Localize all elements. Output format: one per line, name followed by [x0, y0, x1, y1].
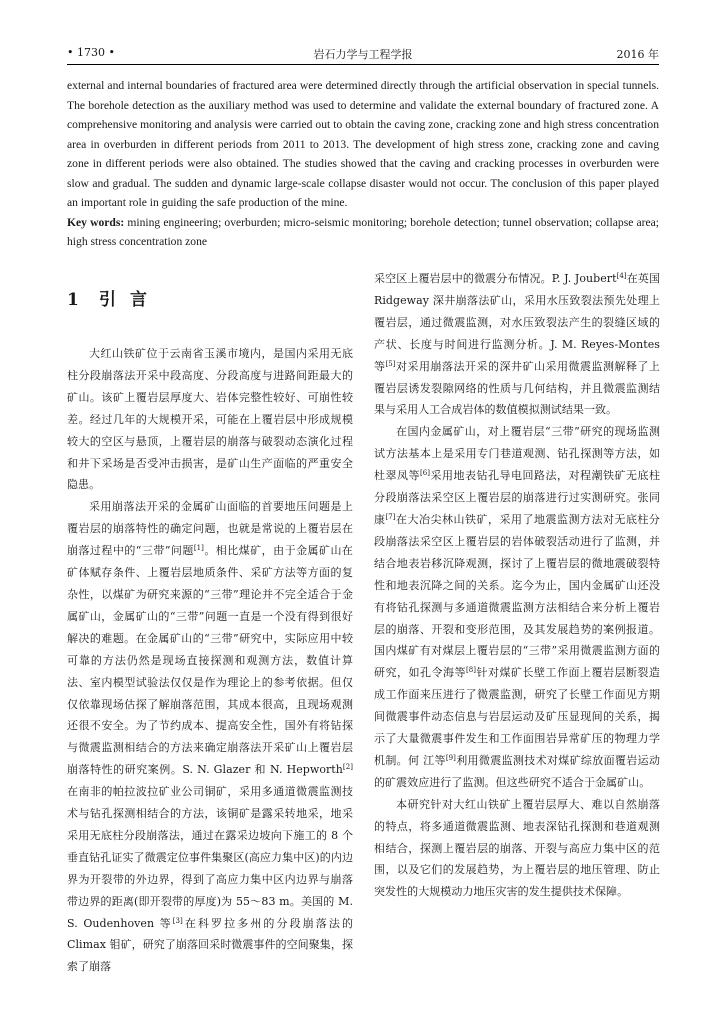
- section-heading: [67, 288, 353, 312]
- left-column: [67, 268, 353, 978]
- text-run: 采空区上覆岩层中的微震分布情况。P. J. Joubert: [374, 272, 617, 285]
- paragraph: [374, 268, 660, 421]
- page-number: • 1730 •: [67, 46, 115, 59]
- running-header: [67, 46, 659, 64]
- text-run: 在南非的帕拉波拉矿业公司铜矿，采用多通道微震监测技术与钻孔探测相结合的方法，该铜矿是露采转地采，地采采用无底柱分段崩落法，通过在露采边坡向下施工的 8 个垂直钻孔证实了微震定位事件集聚区(高应力集中区)的内边界为开裂带的外边界，得到了高应力集中区内边界与崩落带边界的距离(即开裂带的厚度)为 55～83 m。美国的 M. S. Oudenhoven 等: [67, 785, 353, 930]
- text-run: 在国内金属矿山，对上覆岩层“三带”研究的现场监测试方法基本上是采用专门巷道观测、钻孔探测等方法，如杜翠凤等: [374, 425, 660, 483]
- keywords-label: Key words:: [67, 215, 125, 229]
- publication-year: 2016 年: [616, 48, 659, 61]
- paragraph: [374, 421, 660, 793]
- english-abstract: [67, 76, 659, 252]
- paragraph: 大红山铁矿位于云南省玉溪市境内，是国内采用无底柱分段崩落法开采中段高度、分段高度与进路间距最大的矿山。该矿上覆岩层厚度大、岩体完整性较好、可崩性较差。经过几年的大规模开采，可能在上覆岩层中形成规模较大的空区与悬顶，上覆岩层的崩落与破裂动态演化过程和井下采场是否受冲击损害，是矿山生产面临的严重安全隐患。: [67, 347, 353, 492]
- citation[interactable]: [7]: [385, 512, 396, 521]
- journal-name: 岩石力学与工程学报: [313, 48, 413, 61]
- citation[interactable]: [3]: [172, 916, 183, 925]
- citation[interactable]: [1]: [193, 544, 204, 553]
- keywords-text: mining engineering; overburden; micro-seismic monitoring; borehole detection; tunnel observation; collapse area; high stress concentration zone: [67, 215, 659, 248]
- citation[interactable]: [6]: [420, 469, 431, 478]
- header-rule: [67, 64, 659, 65]
- text-run: 针对煤矿长壁工作面上覆岩层断裂造成工作面来压进行了微震监测，研究了长壁工作面见方期间微震事件动态信息与岩层运动及矿压显现间的关系，揭示了大量微震事件发生和工作面围岩异常矿压的物理力学机制。何 江等: [374, 666, 660, 767]
- citation[interactable]: [2]: [342, 763, 353, 772]
- text-run: 采用地表钻孔导电回路法，对程潮铁矿无底柱分段崩落法采空区上覆岩层的崩落进行过实测研究。张同康: [374, 469, 661, 526]
- text-run: 在科罗拉多州的分段崩落法的 Climax 钼矿，研究了崩落回采时微震事件的空间聚集，探索了崩落: [67, 916, 354, 974]
- section-title: 引言: [99, 290, 161, 310]
- citation[interactable]: [8]: [465, 666, 477, 675]
- text-run: 在英国 Ridgeway 深井崩落法矿山，采用水压致裂法预先处理上覆岩层，通过微震监测，对水压致裂法产生的裂缝区域的产状、长度与时间进行监测分析。J. M. Reyes-Montes 等: [374, 272, 661, 373]
- keywords: [67, 213, 659, 252]
- citation[interactable]: [9]: [445, 753, 456, 762]
- citation[interactable]: [4]: [616, 272, 627, 280]
- text-run: 采用崩落法开采的金属矿山面临的首要地压问题是上覆岩层的崩落特性的确定问题，也就是常说的上覆岩层在崩落过程中的“三带”问题: [67, 500, 353, 558]
- paragraph: 本研究针对大红山铁矿上覆岩层厚大、难以自然崩落的特点，将多通道微震监测、地表深钻孔探测和巷道观测相结合，探测上覆岩层的崩落、开裂与高应力集中区的范围，以及它们的发展趋势，为上覆岩层的地压管理、防止突发性的大规模动力地压灾害的发生提供技术保障。: [374, 797, 660, 899]
- text-run: 。相比煤矿，由于金属矿山在矿体赋存条件、上覆岩层地质条件、采矿方法等方面的复杂性，以煤矿为研究来源的“三带”理论并不完全适合于金属矿山，金属矿山的“三带”问题一直是一个没有得到很好解决的难题。在金属矿山的“三带”研究中，实际应用中较可靠的方法仍然是现场直接探测和观测方法，数值计算法、室内模型试验法仅仅是作为理论上的参考依据。但仅仅依靠现场估探了解崩落范围，其成本很高，且现场观测还很不安全。为了节约成本、提高安全性，国外有将钻探与微震监测相结合的方法来确定崩落法开采矿山上覆岩层崩落特性的研究案例。S. N. Glazer 和 N. Hepworth: [67, 544, 353, 777]
- text-run: 利用微震监测技术对煤矿综放面覆岩运动的矿震效应进行了监测。但这些研究不适合于金属矿山。: [374, 753, 660, 789]
- text-run: 在大冶尖林山铁矿，采用了地震监测方法对无底柱分段崩落法采空区上覆岩层的岩体破裂活动进行了监测，并结合地表岩移沉降观测，探讨了上覆岩层的微地震破裂特性和地表沉降之间的关系。迄今为止，国内金属矿山还没有将钻孔探测与多通道微震监测方法相结合来分析上覆岩层的崩落、开裂和变形范围，及其发展趋势的案例报道。国内煤矿有对煤层上覆岩层的“三带”采用微震监测方面的研究，如孔令海等: [374, 512, 660, 680]
- text-run: 对采用崩落法开采的深井矿山采用微震监测解释了上覆岩层诱发裂隙网络的性质与几何结构，并且微震监测结果与采用人工合成岩体的数值模拟测试结果一致。: [374, 359, 660, 417]
- paragraph: [67, 496, 353, 978]
- citation[interactable]: [5]: [385, 359, 396, 368]
- right-column: [374, 268, 660, 903]
- abstract-text: external and internal boundaries of fractured area were determined directly through the artificial observation in special tunnels. The borehole detection as the auxiliary method was used to determine and validate the external boundary of fractured zone. A comprehensive monitoring and analysis were carried out to obtain the caving zone, cracking zone and high stress concentration area in overburden in different periods from 2011 to 2013. The development of high stress zone, cracking zone and caving zone in different periods were also obtained. The studies showed that the caving and cracking processes in overburden were slow and gradual. The sudden and dynamic large-scale collapse disaster would not occur. The conclusion of this paper played an important role in guiding the safe production of the mine.: [67, 79, 659, 209]
- section-number: 1: [67, 290, 81, 310]
